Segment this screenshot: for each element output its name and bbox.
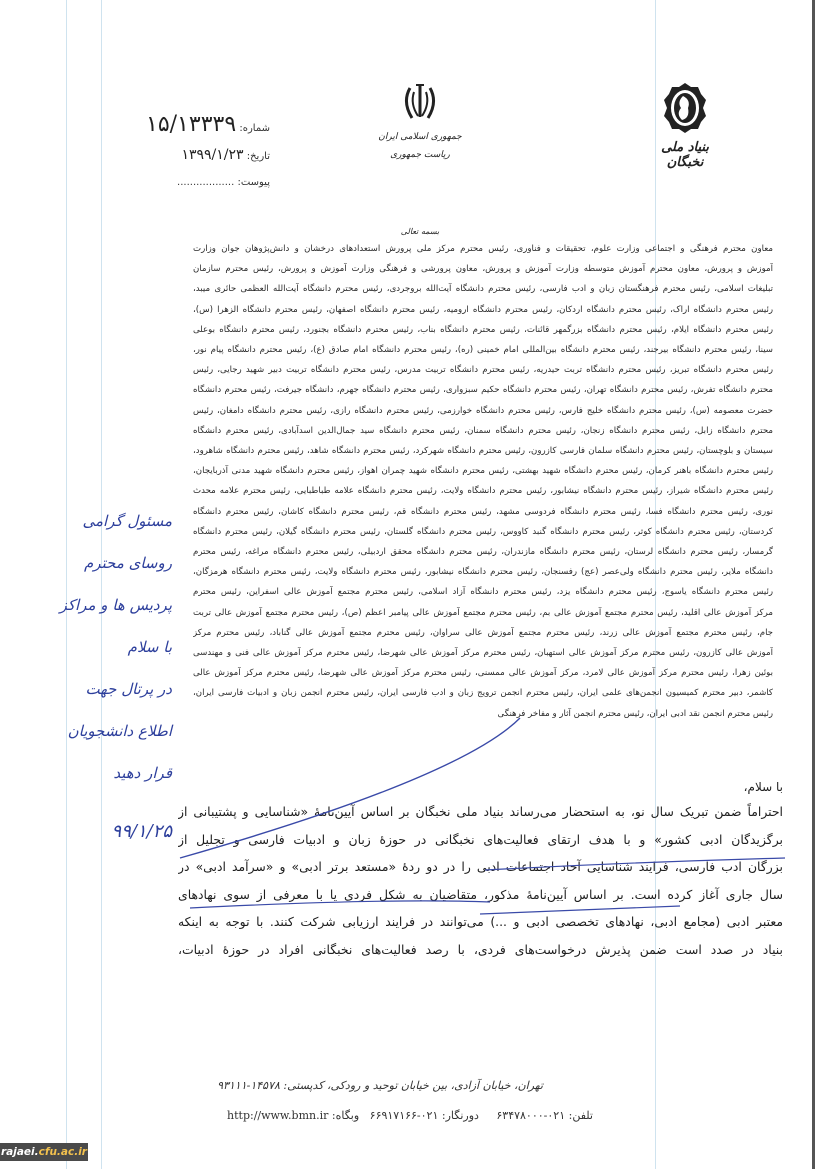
greeting: با سلام، [743,780,783,794]
letter-date-field [70,142,270,168]
watermark-part-2: cfu.ac.ir [38,1146,87,1158]
attachment-label: پیوست: [237,177,270,188]
government-emblem [370,82,470,160]
handwritten-line: روسای محترم [84,554,172,572]
number-value: ۱۵/۱۳۳۳۹ [146,112,237,137]
handwritten-date: ۹۹/۱/۲۵ [111,821,172,842]
scan-fold-line [655,0,656,1169]
iran-emblem-icon [402,82,438,122]
addressee-line: آموزش و پرورش، معاون محترم آموزش متوسطه وزارت آموزش و پرورش، معاون پرورشی و فرهنگی وزارت آموزش و پرورش، رئیس محترم سازمان [193,264,773,275]
foundation-emblem-icon [663,82,707,134]
number-label: شماره: [239,123,270,134]
addressee-line: سینا، رئیس محترم دانشگاه بیرجند، رئیس محترم دانشگاه بین‌المللی امام خمینی (ره)، رئیس محترم دانشگاه امام صادق (ع)، رئیس محترم دانشگاه پیام نور، [193,345,773,355]
addressee-line: کردستان، رئیس محترم دانشگاه کوثر، رئیس محترم دانشگاه گنبد کاووس، رئیس محترم دانشگاه گلستان، رئیس محترم دانشگاه گیلان، رئیس محترم دانشگاه [193,526,773,537]
addressee-line: حضرت معصومه (س)، رئیس محترم دانشگاه خلیج فارس، رئیس محترم دانشگاه خوارزمی، رئیس محترم دانشگاه رازی، رئیس محترم دانشگاه دامغان، رئیس [193,405,773,416]
addressee-line: نوری، رئیس محترم دانشگاه فسا، رئیس محترم دانشگاه فردوسی مشهد، رئیس محترم دانشگاه قم، رئیس محترم دانشگاه کاشان، رئیس محترم دانشگاه [193,506,773,517]
body-line: بنیاد در صدد است ضمن پذیرش درخواست‌های فردی، با رصد فعالیت‌های نخبگانی افراد در حوزهٔ ادبیات، [178,941,783,957]
body-line: معتبر ادبی (مجامع ادبی، نهادهای تخصصی ادبی و ...) می‌توانند در فرایند ارزیابی شرکت کنند. با توجه به اینکه [178,914,783,929]
addressee-line: جام، رئیس محترم مجتمع آموزش عالی زرند، رئیس محترم مجتمع آموزش عالی سراوان، رئیس محترم مجتمع آموزش عالی گناباد، رئیس محترم مرکز [193,627,773,638]
addressee-line: رئیس محترم دانشگاه تبریز، رئیس محترم دانشگاه تربت حیدریه، رئیس محترم دانشگاه تربیت مدرس، رئیس محترم دانشگاه تربیت دبیر شهید رجایی، رئیس [193,365,773,376]
body-line: احتراماً ضمن تبریک سال نو، به استحضار می‌رساند بنیاد ملی نخبگان بر اساس آیین‌نامهٔ «شناسایی و پشتیبانی از [178,804,783,819]
scan-margin-line [66,0,67,1169]
website-label: وبگاه: [331,1109,360,1122]
addressee-line: رئیس محترم دانشگاه یاسوج، رئیس محترم دانشگاه یزد، رئیس محترم دانشگاه آزاد اسلامی، رئیس محترم مجتمع آموزش عالی اسفراین، رئیس محترم [193,587,773,598]
foundation-logo [650,82,720,170]
addressee-line: رئیس محترم دانشگاه ایلام، رئیس محترم دانشگاه بزرگمهر قائنات، رئیس محترم دانشگاه بناب، رئیس محترم دانشگاه بجنورد، رئیس محترم دانشگاه بوعلی [193,324,773,335]
handwritten-line: اطلاع دانشجویان [67,722,172,740]
handwritten-line: قرار دهید [113,764,172,782]
date-value: ۱۳۹۹/۱/۲۳ [181,147,244,163]
footer-address: تهران، خیابان آزادی، بین خیابان توحید و رودکی، کدپستی: ۱۴۵۷۸-۹۳۱۱۱ [217,1079,543,1092]
addressee-line: کاشمر، دبیر محترم کمیسیون انجمن‌های علمی ایران، رئیس محترم انجمن ترویج زبان و ادب فارسی ایران، رئیس محترم انجمن زبان و ادبیات فارسی ایران، [193,688,773,699]
watermark-part-1: rajaei. [0,1146,39,1158]
addressee-line: رئیس محترم دانشگاه شیراز، رئیس محترم دانشگاه نیشابور، رئیس محترم دانشگاه ولایت، رئیس محترم دانشگاه علامه طباطبایی، رئیس محترم علامه محدث [193,486,773,497]
emblem-line-2: ریاست جمهوری [390,150,450,160]
addressee-line: رئیس محترم دانشگاه اراک، رئیس محترم دانشگاه اردکان، رئیس محترم دانشگاه ارومیه، رئیس محترم دانشگاه اصفهان، رئیس محترم دانشگاه الزهرا (س)، [193,304,773,315]
phone-label: تلفن: [568,1109,593,1122]
letter-attachment-field [70,170,270,196]
addressee-line: بوئین زهرا، رئیس محترم مرکز آموزش عالی لامرد، مرکز آموزش عالی ممسنی، رئیس محترم مرکز آموزش عالی شهرضا، رئیس محترم مرکز آموزش عالی [193,668,773,679]
addressee-line: دانشگاه ملایر، رئیس محترم دانشگاه ولی‌عصر (عج) رفسنجان، رئیس محترم دانشگاه نیشابور، رئیس محترم دانشگاه ولایت، رئیس محترم دانشگاه هرمزگان، [193,567,773,578]
handwritten-line: مسئول گرامی [82,512,172,530]
invocation: بسمه تعالی [400,227,440,236]
body-line: بزرگان ادب فارسی، فرایند شناسایی آحاد اجتماعات ادبی را در دو ردهٔ «مستعد برتر ادبی» و «سرآمد ادبی» در [178,859,783,874]
website-link[interactable]: http://www.bmn.ir [227,1109,329,1122]
phone-value: ۰۲۱-۶۳۴۷۸۰۰۰ [496,1109,566,1122]
fax-value: ۰۲۱-۶۶۹۱۷۱۶۶ [369,1109,439,1122]
logo-text: بنیاد ملی نخبگان [661,140,709,170]
emblem-line-1: جمهوری اسلامی ایران [378,132,462,142]
addressee-line: رئیس محترم دانشگاه باهنر کرمان، رئیس محترم دانشگاه شهید بهشتی، رئیس محترم دانشگاه شهید چمران اهواز، رئیس محترم دانشگاه شهید مدنی آذربایجان، [193,466,773,477]
addressee-line: رئیس محترم انجمن نقد ادبی ایران، رئیس محترم انجمن آثار و مفاخر فرهنگی [497,708,773,719]
scan-edge [812,0,815,1169]
fax-label: دورنگار: [441,1109,479,1122]
date-label: تاریخ: [246,151,270,162]
attachment-value: .................. [177,177,235,188]
addressee-line: سیستان و بلوچستان، رئیس محترم دانشگاه سلمان فارسی کازرون، رئیس محترم دانشگاه شهرکرد، رئیس محترم دانشگاه شاهد، رئیس محترم دانشگاه شاهرود، [193,446,773,456]
handwritten-line: در پرتال جهت [85,680,172,698]
handwritten-line: پردیس ها و مراکز [59,596,172,614]
addressee-line: تبلیغات اسلامی، رئیس محترم فرهنگستان زبان و ادب فارسی، رئیس محترم دانشگاه آیت‌الله بروجردی، رئیس محترم دانشگاه آیت‌الله العظمی حائری میبد، [193,284,773,295]
addressee-line: گرمسار، رئیس محترم دانشگاه لرستان، رئیس محترم دانشگاه مازندران، رئیس محترم دانشگاه محقق اردبیلی، رئیس محترم دانشگاه مراغه، رئیس محترم [193,547,773,557]
addressee-line: معاون محترم فرهنگی و اجتماعی وزارت علوم، تحقیقات و فناوری، رئیس محترم مرکز ملی پرورش استعدادهای درخشان و دانش‌پژوهان جوان وزارت [193,244,773,254]
addressee-line: مرکز آموزش عالی اقلید، رئیس محترم مجتمع آموزش عالی بم، رئیس محترم مجتمع آموزش عالی پیامبر اعظم (ص)، رئیس محترم مجتمع آموزش عالی تربت [193,607,773,618]
body-line: سال جاری آغاز کرده است. بر اساس آیین‌نامهٔ مذکور، متقاضیان به شکل فردی یا با معرفی از سوی نهادهای [178,886,783,902]
letter-number-field [70,112,270,138]
addressee-line: آموزش عالی کازرون، رئیس محترم مرکز آموزش عالی استهبان، رئیس محترم مرکز آموزش عالی شهرضا، رئیس محترم مرکز آموزش عالی فنی و مهندسی [193,648,773,658]
site-watermark [0,1143,88,1161]
addressee-line: محترم دانشگاه زابل، رئیس محترم دانشگاه زنجان، رئیس محترم دانشگاه سمنان، رئیس محترم دانشگاه سید جمال‌الدین اسدآبادی، رئیس محترم دانشگاه [193,425,773,436]
footer-contacts [200,1108,620,1124]
body-line: برگزیدگان ادبی کشور» و با هدف ارتقای فعالیت‌های نخبگانی در حوزهٔ زبان و ادبیات فارسی و تجلیل از [178,831,783,847]
addressee-line: محترم دانشگاه تفرش، رئیس محترم دانشگاه تهران، رئیس محترم دانشگاه حکیم سبزواری، رئیس محترم دانشگاه جهرم، دانشگاه جیرفت، رئیس محترم دانشگاه [193,385,773,396]
handwritten-line: با سلام [127,638,172,656]
